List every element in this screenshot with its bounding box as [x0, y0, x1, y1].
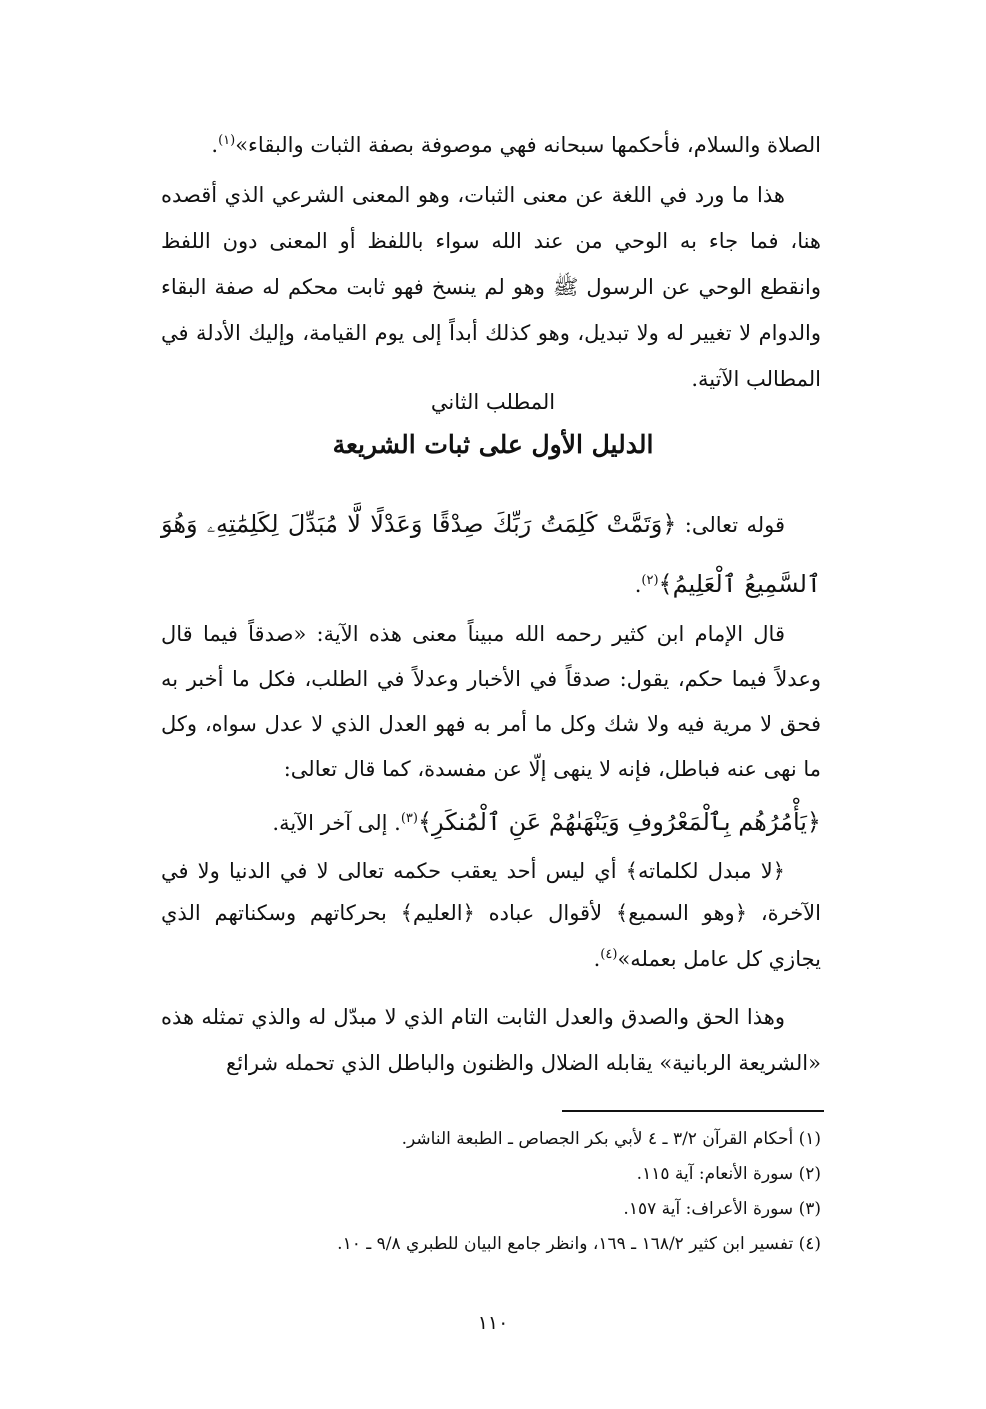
paragraph-end: . [634, 573, 642, 597]
footnote-separator [562, 1110, 824, 1112]
paragraph-ibn-kathir: قال الإمام ابن كثير رحمه الله مبيناً معنى هذه الآية: «صدقاً فيما قال وعدلاً فيما حكم، يقول: صدقاً في الأخبار وعدلاً في الطلب، فكل ما أخبر به فحق لا مرية فيه ولا شك وكل ما أمر به فهو العدل الذي لا عدل سواه، وكل ما نهى عنه فباطل، فإنه لا ينهى إلّا عن مفسدة، كما قال تعالى: [161, 622, 821, 781]
footnote-ref-1: (١) [218, 133, 236, 148]
paragraph-continuation [161, 118, 821, 168]
footnote-item-1: (١) أحكام القرآن ٣/٢ ـ ٤ لأبي بكر الجصاص ـ الطبعة الناشر. [401, 1129, 821, 1149]
paragraph-verse-2 [161, 794, 821, 848]
footnote-ref-4: (٤) [600, 947, 618, 962]
paragraph-end: . [211, 133, 219, 157]
paragraph-definition: هذا ما ورد في اللغة عن معنى الثبات، وهو المعنى الشرعي الذي أقصده هنا، فما جاء به الوحي من عند الله سواء باللفظ أو المعنى دون اللفظ وانقطع الوحي عن الرسول ﷺ وهو لم ينسخ فهو ثابت محكم له صفة البقاء والدوام لا تغيير له ولا تبديل، وهو كذلك أبداً إلى يوم القيامة، وإليك الأدلة في المطالب الآتية. [161, 183, 821, 391]
paragraph-text: الصلاة والسلام، فأحكمها سبحانه فهي موصوفة بصفة الثبات والبقاء» [235, 133, 821, 157]
footnote-item-3: (٣) سورة الأعراف: آية ١٥٧. [623, 1199, 821, 1219]
paragraph-conclusion: وهذا الحق والصدق والعدل الثابت التام الذي لا مبدّل له والذي تمثله هذه «الشريعة الربانية» يقابله الضلال والظنون والباطل الذي تحمله شرائع [161, 1005, 821, 1075]
quran-verse-2: ﴿يَأْمُرُهُم بِٱلْمَعْرُوفِ وَيَنْهَىٰهُمْ عَنِ ٱلْمُنكَرِ﴾ [417, 808, 821, 836]
footnote-ref-3: (٣) [400, 811, 418, 826]
footnote-ref-2: (٢) [641, 573, 659, 588]
quran-verse-1: ﴿وَتَمَّتْ كَلِمَتُ رَبِّكَ صِدْقًا وَعَدْلًا لَّا مُبَدِّلَ لِكَلِمَٰتِهِۦ وَهُوَ ٱلسَّمِيعُ ٱلْعَلِيمُ﴾ [161, 510, 821, 598]
paragraph-text: ﴿لا مبدل لكلماته﴾ أي ليس أحد يعقب حكمه تعالى لا في الدنيا ولا في الآخرة، ﴿وهو السميع﴾ لأقوال عباده ﴿العليم﴾ بحركاتهم وسكناتهم الذي يجازي كل عامل بعمله» [161, 859, 821, 971]
paragraph-explanation [161, 850, 821, 980]
page-number: ١١٠ [477, 1312, 509, 1334]
footnote-item-2: (٢) سورة الأنعام: آية ١١٥. [636, 1164, 821, 1184]
section-label: المطلب الثاني [430, 390, 556, 414]
verse-intro: قوله تعالى: [676, 513, 786, 537]
footnote-item-4: (٤) تفسير ابن كثير ١٦٨/٢ ـ ١٦٩، وانظر جامع البيان للطبري ٩/٨ ـ ١٠. [337, 1234, 821, 1254]
paragraph-end: . إلى آخر الآية. [272, 811, 401, 835]
paragraph-verse [161, 496, 821, 613]
section-title: الدليل الأول على ثبات الشريعة [332, 430, 654, 459]
footnotes-list [161, 1122, 821, 1262]
paragraph-end: . [593, 947, 601, 971]
